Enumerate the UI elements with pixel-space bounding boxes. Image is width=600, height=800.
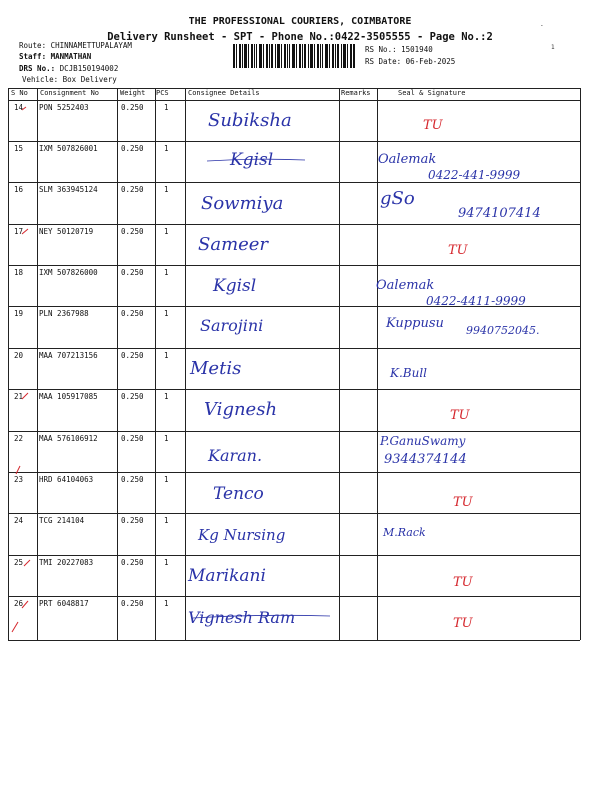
row-pcs: 1 [164, 392, 169, 401]
row-consignment: IXM 507826001 [39, 144, 98, 153]
drs-label: DRS No.: [19, 64, 56, 73]
row-sno: 14 [14, 103, 24, 112]
row-sno: 17 [14, 227, 24, 236]
row-pcs: 1 [164, 103, 169, 112]
route-label: Route: [19, 41, 47, 50]
rs-date-line [365, 57, 455, 66]
row-weight: 0.250 [121, 227, 144, 236]
runsheet-table [8, 88, 580, 640]
row-consignment: MAA 576106912 [39, 434, 98, 443]
rs-no-label: RS No.: [365, 45, 397, 54]
row-signature: gSo [380, 188, 415, 209]
row-consignment: NEY 50120719 [39, 227, 94, 236]
row-consignee-handwritten: Sameer [198, 234, 269, 255]
row-consignment: PRT 6048817 [39, 599, 89, 608]
row-sno: 15 [14, 144, 24, 153]
row-weight: 0.250 [121, 103, 144, 112]
row-consignee-handwritten: Sarojini [200, 316, 264, 335]
row-signature-phone: 9474107414 [458, 206, 541, 221]
row-pcs: 1 [164, 599, 169, 608]
row-signature: TU [453, 575, 473, 590]
row-consignment: PON 5252403 [39, 103, 89, 112]
header-sno: S No [11, 89, 28, 97]
stray-mark-number: 1 [551, 44, 555, 51]
staff-value: MANMATHAN [50, 52, 92, 61]
row-pcs: 1 [164, 434, 169, 443]
barcode-image [233, 44, 355, 68]
vehicle-line [22, 75, 117, 84]
tick-marks [8, 88, 38, 640]
row-weight: 0.250 [121, 144, 144, 153]
row-consignee-handwritten: Kgisl [213, 276, 257, 296]
row-sno: 24 [14, 516, 24, 525]
row-signature: Kuppusu [386, 316, 444, 331]
row-sno: 21 [14, 392, 24, 401]
rs-no-line [365, 45, 433, 54]
staff-line [19, 52, 91, 61]
row-consignee-handwritten: Tenco [213, 484, 264, 504]
row-consignment: MAA 105917085 [39, 392, 98, 401]
row-signature-phone: 9940752045. [466, 324, 540, 337]
row-pcs: 1 [164, 185, 169, 194]
row-weight: 0.250 [121, 309, 144, 318]
row-pcs: 1 [164, 558, 169, 567]
row-signature: K.Bull [390, 366, 428, 380]
rs-date-value: 06-Feb-2025 [405, 57, 456, 66]
row-signature: P.GanuSwamy [380, 434, 466, 448]
row-sno: 26 [14, 599, 24, 608]
row-weight: 0.250 [121, 434, 144, 443]
row-signature: Oalemak [378, 152, 437, 167]
header-weight: Weight [120, 89, 146, 97]
row-weight: 0.250 [121, 475, 144, 484]
row-signature-phone: 0422-4411-9999 [426, 294, 526, 308]
header-seal-signature: Seal & Signature [398, 89, 466, 97]
row-signature: TU [453, 616, 473, 631]
row-sno: 23 [14, 475, 24, 484]
table-vline [117, 88, 118, 640]
row-pcs: 1 [164, 309, 169, 318]
route-line [19, 41, 132, 50]
table-vline [339, 88, 340, 640]
table-vline [155, 88, 156, 640]
row-signature: TU [423, 118, 443, 133]
row-consignment: MAA 707213156 [39, 351, 98, 360]
header-remarks: Remarks [341, 89, 371, 97]
header-pcs: PCS [156, 89, 169, 97]
vehicle-label: Vehicle: [22, 75, 59, 84]
header-consignee-details: Consignee Details [188, 89, 260, 97]
row-consignment: TCG 214104 [39, 516, 85, 525]
row-consignment: TMI 20227083 [39, 558, 94, 567]
row-consignment: IXM 507826000 [39, 268, 98, 277]
row-weight: 0.250 [121, 558, 144, 567]
row-consignee-handwritten: Sowmiya [201, 193, 284, 214]
drs-value: DCJB150194002 [59, 64, 119, 73]
row-consignment: PLN 2367988 [39, 309, 89, 318]
route-value: CHINNAMETTUPALAYAM [50, 41, 132, 50]
table-hline [8, 640, 580, 641]
row-consignee-handwritten: Subiksha [208, 110, 292, 131]
row-signature-phone: 9344374144 [384, 452, 467, 467]
handwriting-strokes [185, 88, 339, 640]
row-sno: 22 [14, 434, 24, 443]
row-weight: 0.250 [121, 185, 144, 194]
drs-line [19, 64, 118, 73]
row-weight: 0.250 [121, 351, 144, 360]
row-signature: TU [453, 495, 473, 510]
row-weight: 0.250 [121, 516, 144, 525]
row-pcs: 1 [164, 475, 169, 484]
row-consignee-handwritten: Kgisl [230, 150, 274, 170]
row-pcs: 1 [164, 268, 169, 277]
header-consignment-no: Consignment No [40, 89, 100, 97]
row-consignee-handwritten: Karan. [208, 446, 263, 465]
rs-date-label: RS Date: [365, 57, 402, 66]
row-sno: 20 [14, 351, 24, 360]
row-signature: M.Rack [383, 526, 426, 539]
staff-label: Staff: [19, 52, 47, 61]
runsheet-subtitle: Delivery Runsheet - SPT - Phone No.:0422-3505555 - Page No.:2 [107, 31, 493, 43]
row-signature: Oalemak [376, 278, 435, 293]
row-pcs: 1 [164, 144, 169, 153]
row-consignee-handwritten: Marikani [188, 566, 266, 586]
row-weight: 0.250 [121, 599, 144, 608]
row-signature: TU [450, 408, 470, 423]
rs-no-value: 1501940 [401, 45, 433, 54]
company-title: THE PROFESSIONAL COURIERS, COIMBATORE [188, 16, 412, 27]
row-sno: 19 [14, 309, 24, 318]
row-pcs: 1 [164, 227, 169, 236]
vehicle-value: Box Delivery [62, 75, 117, 84]
row-consignee-handwritten: Vignesh [204, 399, 278, 420]
table-vline [377, 88, 378, 640]
row-weight: 0.250 [121, 268, 144, 277]
row-consignee-handwritten: Vignesh Ram [188, 608, 296, 627]
stray-mark-dash: - [540, 22, 544, 29]
row-sno: 25 [14, 558, 24, 567]
row-consignment: HRD 64104063 [39, 475, 94, 484]
row-sno: 18 [14, 268, 24, 277]
row-consignee-handwritten: Metis [190, 358, 242, 379]
row-consignment: SLM 363945124 [39, 185, 98, 194]
row-signature-phone: 0422-441-9999 [428, 168, 521, 182]
row-signature: TU [448, 243, 468, 258]
row-consignee-handwritten: Kg Nursing [198, 526, 286, 544]
table-vline [580, 88, 581, 640]
row-sno: 16 [14, 185, 24, 194]
row-pcs: 1 [164, 516, 169, 525]
row-pcs: 1 [164, 351, 169, 360]
row-weight: 0.250 [121, 392, 144, 401]
